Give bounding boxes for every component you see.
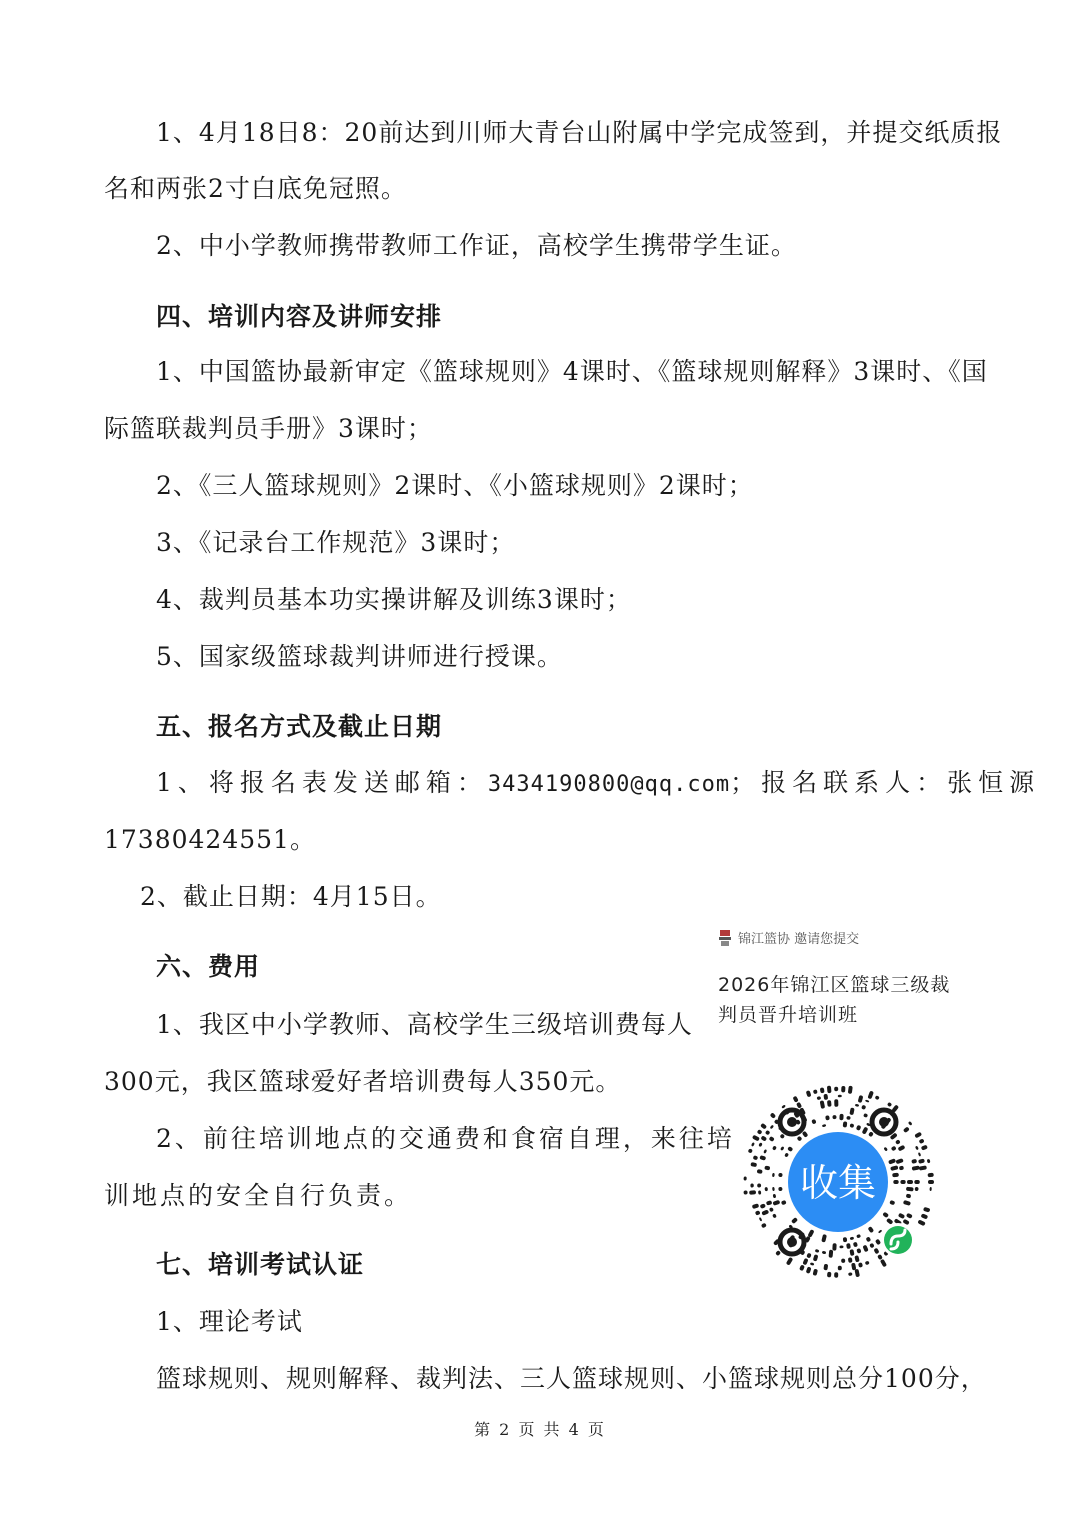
qr-dot — [743, 1190, 747, 1194]
qr-dot — [903, 1200, 911, 1206]
qr-dot — [861, 1105, 866, 1110]
s7-item1: 1、理论考试 — [156, 1307, 303, 1336]
s5-item1-prefix: 1、将报名表发送邮箱： — [156, 768, 488, 797]
qr-dot — [848, 1272, 852, 1276]
qr-dot — [765, 1130, 771, 1136]
qr-dot — [923, 1207, 930, 1213]
qr-dot — [875, 1239, 881, 1246]
qr-dot — [813, 1089, 818, 1094]
qr-dot — [759, 1217, 763, 1222]
s6-item1-line1: 1、我区中小学教师、高校学生三级培训费每人 — [156, 1010, 693, 1039]
qr-dot — [779, 1133, 785, 1139]
qr-dot — [929, 1187, 931, 1191]
qr-dot — [784, 1152, 789, 1157]
qr-dot — [921, 1213, 929, 1219]
s3-item1-line2: 名和两张2寸白底免冠照。 — [104, 174, 407, 203]
qr-dot — [846, 1243, 851, 1249]
qr-dot — [853, 1242, 858, 1248]
qr-dot — [772, 1145, 777, 1150]
qr-dot — [914, 1132, 922, 1139]
qr-dot — [839, 1114, 843, 1121]
qr-dot — [928, 1180, 934, 1184]
qr-dot — [763, 1149, 767, 1154]
qr-dot — [749, 1190, 756, 1195]
qr-dot — [772, 1200, 780, 1206]
qr-dot — [761, 1223, 767, 1229]
qr-dot — [802, 1258, 808, 1266]
qr-dot — [825, 1115, 830, 1120]
qr-dot — [752, 1135, 760, 1142]
qr-dot — [838, 1266, 842, 1271]
qr-dot — [769, 1207, 774, 1212]
s4-item1-line2: 际篮联裁判员手册》3课时； — [104, 414, 433, 443]
qr-dot — [832, 1115, 836, 1119]
qr-finder-dot — [879, 1117, 889, 1127]
qr-dot — [848, 1086, 853, 1094]
qr-dot — [839, 1245, 843, 1248]
qr-dot — [772, 1213, 777, 1218]
basketball-association-logo-icon — [718, 930, 732, 946]
qr-dot — [848, 1257, 853, 1263]
qr-dot — [895, 1158, 903, 1164]
qr-dot — [806, 1090, 812, 1097]
qr-dot — [827, 1272, 831, 1278]
qr-dot — [888, 1158, 896, 1164]
qr-dot — [883, 1147, 888, 1152]
card-brand — [718, 928, 859, 947]
qr-dot — [821, 1234, 827, 1243]
qr-dot — [755, 1210, 761, 1215]
s6-item2-line1: 2、前往培训地点的交通费和食宿自理，来往培 — [156, 1124, 735, 1153]
qr-dot — [906, 1187, 914, 1192]
qr-dot — [834, 1272, 838, 1277]
qr-dot — [817, 1096, 822, 1100]
qr-dot — [892, 1173, 899, 1178]
qr-dot — [748, 1148, 753, 1153]
qr-dot — [856, 1248, 861, 1254]
qr-dot — [843, 1121, 848, 1127]
qr-dot — [854, 1255, 859, 1262]
qr-dot — [858, 1095, 864, 1103]
s4-item3: 3、《记录台工作规范》3课时； — [156, 528, 516, 557]
qr-dot — [813, 1254, 819, 1261]
contact-email: 3434190800@qq.com — [487, 772, 731, 797]
s6-item1-line2: 300元，我区篮球爱好者培训费每人350元。 — [104, 1067, 622, 1096]
qr-dot — [865, 1261, 870, 1266]
qr-dot — [822, 1251, 826, 1255]
qr-dot — [822, 1124, 826, 1127]
qr-dot — [866, 1236, 872, 1242]
qr-dot — [760, 1135, 767, 1141]
qr-dot — [887, 1102, 892, 1107]
miniprogram-card[interactable] — [718, 928, 968, 1288]
qr-dot — [850, 1236, 855, 1240]
qr-dot — [758, 1142, 762, 1147]
qr-dot — [757, 1183, 761, 1187]
qr-dot — [775, 1250, 781, 1256]
qr-dot — [744, 1176, 747, 1180]
qr-dot — [849, 1107, 854, 1115]
qr-dot — [869, 1243, 875, 1249]
qr-dot — [823, 1264, 828, 1271]
qr-dot — [919, 1165, 927, 1170]
qr-dot — [846, 1116, 851, 1120]
qr-dot — [890, 1165, 898, 1171]
qr-dot — [758, 1190, 761, 1194]
qr-dot — [891, 1146, 897, 1152]
qr-dot — [893, 1180, 898, 1184]
s4-item4: 4、裁判员基本功实操讲解及训练3课时； — [156, 585, 632, 614]
qr-dot — [750, 1183, 754, 1187]
card-title: 2026年锦江区篮球三级裁判员晋升培训班 — [718, 974, 951, 1026]
qr-dot — [797, 1136, 803, 1142]
qr-dot — [875, 1095, 880, 1100]
qr-dot — [918, 1158, 925, 1163]
qr-dot — [752, 1203, 759, 1209]
qr-dot — [829, 1250, 834, 1258]
qr-dot — [914, 1180, 920, 1184]
qr-dot — [919, 1138, 925, 1144]
qr-dot — [753, 1155, 758, 1160]
s4-item5: 5、国家级篮球裁判讲师进行授课。 — [156, 642, 563, 671]
qr-dot — [750, 1162, 757, 1167]
qr-dot — [877, 1254, 883, 1260]
qr-dot — [796, 1102, 802, 1109]
qr-dot — [781, 1200, 787, 1205]
qr-dot — [806, 1253, 811, 1259]
qr-dot — [854, 1269, 860, 1278]
qr-dot — [843, 1237, 848, 1242]
qr-dot — [770, 1125, 774, 1130]
qr-dot — [760, 1203, 766, 1208]
qr-dot — [766, 1200, 773, 1205]
qr-dot — [813, 1269, 818, 1276]
qr-dot — [764, 1165, 770, 1170]
s5-item1-line1 — [156, 766, 1041, 802]
s3-item2: 2、中小学教师携带教师工作证，高校学生携带学生证。 — [156, 231, 797, 260]
qr-dot — [838, 1095, 842, 1098]
qr-dot — [862, 1127, 869, 1135]
qr-dot — [880, 1259, 887, 1268]
qr-dot — [927, 1159, 931, 1164]
qr-dot — [770, 1112, 776, 1119]
qr-dot — [827, 1086, 832, 1094]
qr-dot — [781, 1104, 786, 1108]
qr-dot — [802, 1131, 809, 1138]
qr-dot — [820, 1100, 826, 1109]
qr-dot — [849, 1249, 854, 1256]
qr-dot — [903, 1126, 910, 1133]
qr-dot — [772, 1173, 775, 1177]
qr-dot — [889, 1200, 895, 1206]
qr-dot — [856, 1234, 861, 1239]
qr-dot — [786, 1257, 794, 1266]
qr-finder-dot — [787, 1117, 797, 1127]
s6-heading: 六、费用 — [156, 952, 261, 981]
qr-dot — [832, 1243, 836, 1251]
qr-dot — [868, 1226, 875, 1233]
qr-dot — [855, 1104, 859, 1107]
qr-dot — [856, 1125, 862, 1131]
qr-dot — [918, 1152, 921, 1156]
qr-dot — [911, 1159, 917, 1164]
qr-dot — [841, 1086, 845, 1093]
qr-dot — [873, 1248, 879, 1255]
qr-dot — [760, 1123, 767, 1130]
s6-item2-line2: 训地点的安全自行负责。 — [104, 1181, 413, 1210]
qr-dot — [928, 1173, 934, 1177]
qr-dot — [906, 1213, 913, 1219]
qr-dot — [811, 1119, 816, 1125]
qr-dot — [761, 1209, 769, 1215]
s5-item2: 2、截止日期：4月15日。 — [140, 882, 442, 911]
qr-dot — [773, 1194, 777, 1199]
s7-item1-detail: 篮球规则、规则解释、裁判法、三人篮球规则、小篮球规则总分100分， — [156, 1364, 987, 1393]
qr-dot — [810, 1262, 815, 1266]
qr-dot — [827, 1100, 832, 1107]
qr-dot — [895, 1139, 901, 1145]
qr-dot — [772, 1187, 775, 1191]
qr-dot — [882, 1212, 889, 1218]
qr-dot — [841, 1258, 845, 1263]
qr-dot — [915, 1146, 919, 1151]
qr-dot — [792, 1096, 798, 1103]
qr-dot — [898, 1213, 905, 1219]
qr-dot — [906, 1194, 911, 1199]
qr-dot — [769, 1136, 775, 1142]
qr-dot — [862, 1245, 868, 1253]
qr-dot — [778, 1187, 782, 1191]
qr-dot — [915, 1187, 919, 1191]
s5-heading: 五、报名方式及截止日期 — [156, 712, 443, 741]
s3-item1-line1: 1、4月18日8：20前达到川师大青台山附属中学完成签到，并提交纸质报 — [156, 118, 1003, 147]
qr-dot — [850, 1123, 855, 1128]
card-brand-text: 锦江篮协 邀请您提交 — [738, 932, 860, 947]
qr-dot — [778, 1173, 783, 1177]
qr-dot — [765, 1187, 768, 1191]
qr-dot — [886, 1218, 894, 1225]
qr-dot — [780, 1146, 784, 1151]
qr-dot — [912, 1165, 920, 1170]
qr-dot — [851, 1263, 856, 1271]
qr-dot — [878, 1229, 882, 1233]
qr-dot — [823, 1094, 828, 1100]
qr-dot — [757, 1129, 763, 1135]
qr-dot — [791, 1217, 798, 1224]
qr-dot — [868, 1131, 874, 1137]
qr-dot — [751, 1142, 755, 1147]
qr-dot — [867, 1091, 874, 1100]
qr-dot — [815, 1249, 820, 1253]
qr-dot — [787, 1146, 793, 1152]
qr-dot — [907, 1180, 913, 1184]
s4-item1-line1: 1、中国篮协最新审定《篮球规则》4课时、《篮球规则解释》3课时、《国 — [156, 357, 988, 386]
qr-dot — [921, 1145, 928, 1151]
qr-dot — [759, 1155, 766, 1161]
s7-heading: 七、培训考试认证 — [156, 1250, 365, 1279]
qr-dot — [900, 1180, 905, 1184]
qr-dot — [799, 1264, 805, 1271]
qr-dot — [757, 1169, 763, 1174]
qr-dot — [834, 1099, 838, 1107]
qr-dot — [899, 1166, 904, 1171]
miniprogram-qr-code[interactable] — [740, 1084, 936, 1280]
s5-item1-suffix: ；报名联系人：张恒源 — [730, 768, 1041, 797]
s4-item2: 2、《三人篮球规则》2课时、《小篮球规则》2课时； — [156, 471, 754, 500]
qr-dot — [863, 1113, 868, 1118]
qr-finder-dot — [787, 1237, 797, 1247]
qr-dot — [865, 1099, 869, 1102]
qr-dot — [834, 1087, 838, 1091]
qr-dot — [898, 1145, 906, 1152]
qr-dot — [806, 1266, 812, 1273]
qr-dot — [908, 1121, 913, 1126]
miniprogram-badge-icon — [881, 1223, 915, 1257]
qr-dot — [820, 1087, 825, 1093]
qr-dot — [858, 1262, 863, 1267]
s4-heading: 四、培训内容及讲师安排 — [156, 302, 443, 331]
page-footer: 第 2 页 共 4 页 — [474, 1420, 606, 1439]
qr-dot — [917, 1219, 925, 1226]
qr-center-label: 收集 — [799, 1161, 877, 1205]
s5-item1-line2: 17380424551。 — [104, 825, 316, 854]
